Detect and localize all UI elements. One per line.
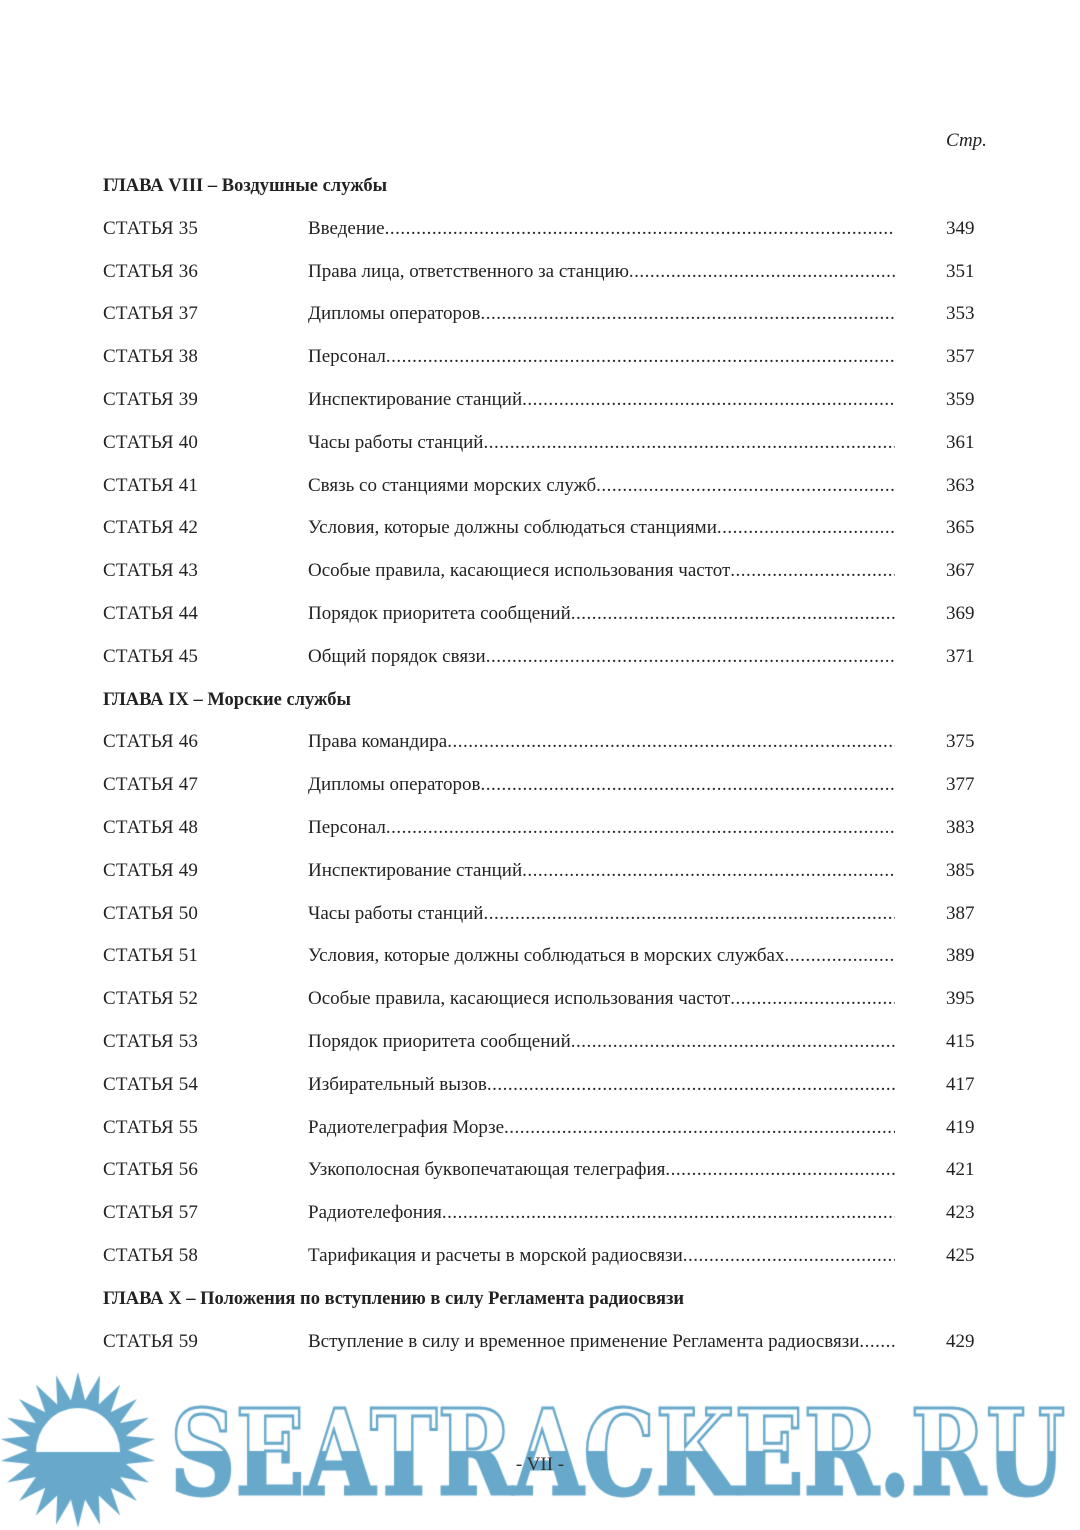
article-title: Избирательный вызов [308, 1073, 487, 1095]
dot-leader [596, 465, 895, 508]
article-label: СТАТЬЯ 38 [103, 346, 199, 368]
article-page: 387 [946, 902, 975, 924]
article-title: Права лица, ответственного за станцию [308, 260, 629, 282]
article-label: СТАТЬЯ 42 [103, 517, 199, 539]
toc-entry [103, 593, 983, 636]
article-page: 429 [946, 1330, 975, 1352]
dot-leader [717, 507, 895, 550]
article-label: СТАТЬЯ 40 [103, 431, 199, 453]
article-page: 425 [946, 1244, 975, 1266]
seatracker-watermark-logo [0, 1370, 1080, 1530]
toc-entry [103, 336, 983, 379]
article-title: Дипломы операторов [308, 303, 481, 325]
toc-entry [103, 636, 983, 679]
toc-entry [103, 550, 983, 593]
article-label: СТАТЬЯ 39 [103, 388, 199, 410]
dot-leader [522, 850, 895, 893]
dot-leader [385, 208, 895, 251]
article-label: СТАТЬЯ 50 [103, 902, 199, 924]
article-title: Персонал [308, 816, 386, 838]
dot-leader [386, 336, 895, 379]
toc-entry [103, 507, 983, 550]
dot-leader [447, 721, 895, 764]
article-title: Инспектирование станций [308, 859, 523, 881]
toc-entry [103, 721, 983, 764]
article-label: СТАТЬЯ 46 [103, 731, 199, 753]
article-label: СТАТЬЯ 49 [103, 859, 199, 881]
page-number: - VII - [515, 1454, 565, 1475]
article-title: Порядок приоритета сообщений [308, 1030, 571, 1052]
toc-entry [103, 807, 983, 850]
dot-leader [442, 1192, 895, 1235]
article-page: 421 [946, 1159, 975, 1181]
toc-entry [103, 1021, 983, 1064]
article-label: СТАТЬЯ 55 [103, 1116, 199, 1138]
article-title: Порядок приоритета сообщений [308, 602, 571, 624]
article-page: 349 [946, 217, 975, 239]
chapter-heading: ГЛАВА IX – Морские службы [103, 689, 351, 710]
toc-entry [103, 465, 983, 508]
dot-leader [487, 1064, 895, 1107]
chapter-heading: ГЛАВА X – Положения по вступлению в силу Регламента радиосвязи [103, 1288, 685, 1309]
article-label: СТАТЬЯ 43 [103, 560, 199, 582]
dot-leader [785, 935, 896, 978]
toc-entry [103, 251, 983, 294]
article-label: СТАТЬЯ 52 [103, 988, 199, 1010]
article-label: СТАТЬЯ 56 [103, 1159, 199, 1181]
table-of-contents [103, 165, 983, 1363]
dot-leader [481, 764, 895, 807]
article-label: СТАТЬЯ 53 [103, 1030, 199, 1052]
article-label: СТАТЬЯ 41 [103, 474, 199, 496]
article-label: СТАТЬЯ 59 [103, 1330, 199, 1352]
dot-leader [571, 593, 895, 636]
article-title: Тарификация и расчеты в морской радиосвязи [308, 1244, 683, 1266]
dot-leader [665, 1149, 895, 1192]
article-label: СТАТЬЯ 37 [103, 303, 199, 325]
article-page: 383 [946, 816, 975, 838]
dot-leader [730, 978, 895, 1021]
article-page: 419 [946, 1116, 975, 1138]
article-title: Часы работы станций [308, 902, 484, 924]
article-title: Условия, которые должны соблюдаться станциями [308, 517, 717, 539]
article-page: 365 [946, 517, 975, 539]
dot-leader [859, 1321, 895, 1364]
page-column-label: Стр. [946, 130, 987, 151]
article-title: Персонал [308, 346, 386, 368]
article-page: 371 [946, 645, 975, 667]
article-page: 357 [946, 346, 975, 368]
article-title: Часы работы станций [308, 431, 484, 453]
article-title: Особые правила, касающиеся использования частот [308, 988, 731, 1010]
dot-leader [386, 807, 895, 850]
dot-leader [504, 1107, 895, 1150]
article-title: Дипломы операторов [308, 774, 481, 796]
article-page: 375 [946, 731, 975, 753]
dot-leader [483, 893, 895, 936]
article-title: Права командира [308, 731, 448, 753]
toc-entry [103, 935, 983, 978]
dot-leader [571, 1021, 895, 1064]
toc-entry [103, 1149, 983, 1192]
article-title: Узкополосная буквопечатающая телеграфия [308, 1159, 666, 1181]
article-title: Радиотелефония [308, 1202, 442, 1224]
article-page: 389 [946, 945, 975, 967]
toc-entry [103, 850, 983, 893]
chapter-heading: ГЛАВА VIII – Воздушные службы [103, 176, 388, 196]
article-label: СТАТЬЯ 36 [103, 260, 199, 282]
article-title: Инспектирование станций [308, 388, 523, 410]
toc-entry [103, 764, 983, 807]
article-page: 361 [946, 431, 975, 453]
toc-entry [103, 1064, 983, 1107]
toc-entry [103, 1321, 983, 1364]
article-page: 351 [946, 260, 975, 282]
article-page: 385 [946, 859, 975, 881]
article-page: 417 [946, 1073, 975, 1095]
article-page: 367 [946, 560, 975, 582]
article-label: СТАТЬЯ 57 [103, 1202, 199, 1224]
article-label: СТАТЬЯ 44 [103, 602, 199, 624]
article-label: СТАТЬЯ 35 [103, 217, 199, 239]
article-title: Введение [308, 217, 385, 239]
dot-leader [481, 293, 895, 336]
toc-entry [103, 893, 983, 936]
toc-entry [103, 1235, 983, 1278]
article-title: Особые правила, касающиеся использования частот [308, 560, 731, 582]
article-label: СТАТЬЯ 51 [103, 945, 199, 967]
article-title: Связь со станциями морских служб [308, 474, 597, 496]
article-label: СТАТЬЯ 54 [103, 1073, 199, 1095]
dot-leader [486, 636, 895, 679]
article-title: Радиотелеграфия Морзе [308, 1116, 505, 1138]
article-page: 353 [946, 303, 975, 325]
article-title: Вступление в силу и временное применение Регламента радиосвязи [308, 1330, 860, 1352]
dot-leader [483, 422, 895, 465]
article-page: 363 [946, 474, 975, 496]
dot-leader [683, 1235, 895, 1278]
article-page: 369 [946, 602, 975, 624]
article-label: СТАТЬЯ 48 [103, 816, 199, 838]
toc-entry [103, 293, 983, 336]
toc-entry [103, 379, 983, 422]
toc-entry [103, 1192, 983, 1235]
article-page: 395 [946, 988, 975, 1010]
article-page: 415 [946, 1030, 975, 1052]
article-label: СТАТЬЯ 45 [103, 645, 199, 667]
article-label: СТАТЬЯ 58 [103, 1244, 199, 1266]
article-title: Общий порядок связи [308, 645, 486, 667]
toc-entry [103, 1107, 983, 1150]
article-page: 377 [946, 774, 975, 796]
toc-entry [103, 978, 983, 1021]
article-page: 359 [946, 388, 975, 410]
dot-leader [629, 251, 895, 294]
article-page: 423 [946, 1202, 975, 1224]
dot-leader [730, 550, 895, 593]
article-title: Условия, которые должны соблюдаться в морских службах [308, 945, 785, 967]
article-label: СТАТЬЯ 47 [103, 774, 199, 796]
toc-entry [103, 422, 983, 465]
toc-entry [103, 208, 983, 251]
dot-leader [522, 379, 895, 422]
